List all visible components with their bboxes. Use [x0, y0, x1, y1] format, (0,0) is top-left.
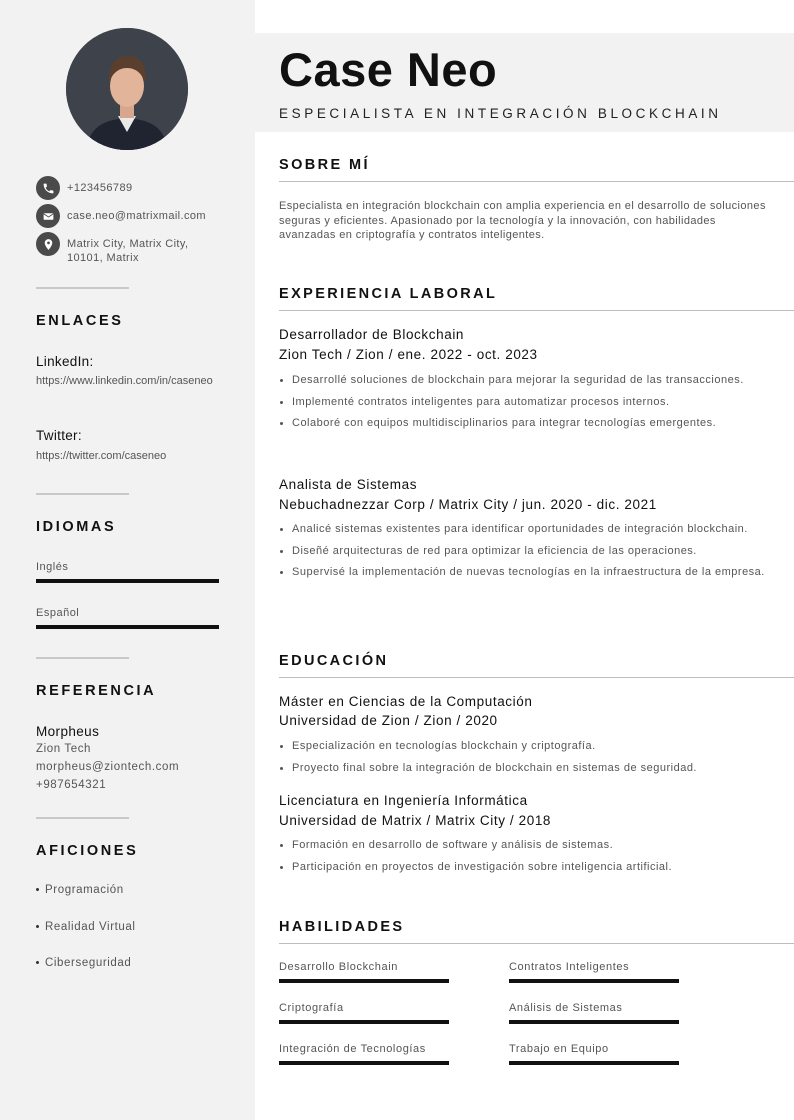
contact-address [36, 232, 226, 265]
reference-company: Zion Tech [36, 743, 92, 755]
hobbies-heading: AFICIONES [36, 843, 139, 859]
bullet-dot [36, 961, 39, 964]
profile-photo-illustration [66, 28, 188, 150]
language-name: Inglés [36, 561, 69, 573]
sidebar-divider [36, 817, 129, 819]
address-line-1: Matrix City, Matrix City, [67, 238, 189, 250]
skill-level-bar [279, 979, 449, 983]
main-content [255, 0, 794, 1120]
job-bullets [279, 373, 774, 438]
education-degree: Licenciatura en Ingeniería Informática [279, 793, 528, 808]
profile-photo [66, 28, 188, 150]
links-heading: ENLACES [36, 313, 124, 329]
language-level-bar [36, 579, 219, 583]
languages-heading: IDIOMAS [36, 519, 117, 535]
linkedin-label: LinkedIn: [36, 354, 94, 369]
reference-heading: REFERENCIA [36, 683, 157, 699]
job-meta: Zion Tech / Zion / ene. 2022 - oct. 2023 [279, 347, 538, 362]
bullet-dot [36, 888, 39, 891]
email-text: case.neo@matrixmail.com [67, 210, 206, 222]
bullet-item: Supervisé la implementación de nuevas tecnologías en la infraestructura de la empresa. [279, 565, 774, 580]
language-level-bar [36, 625, 219, 629]
phone-icon [36, 176, 60, 200]
hobby-label: Ciberseguridad [45, 957, 132, 969]
skill-level-bar [509, 1020, 679, 1024]
twitter-label: Twitter: [36, 428, 82, 443]
bullet-item: Implementé contratos inteligentes para automatizar procesos internos. [279, 395, 774, 410]
bullet-item: Analicé sistemas existentes para identificar oportunidades de integración blockchain. [279, 522, 774, 537]
about-text: Especialista en integración blockchain con amplia experiencia en el desarrollo de soluciones seguras y eficientes. Apasionado por la tecnología y la innovación, con habilidades avanzadas en criptografía y contratos inteligentes. [279, 200, 766, 241]
section-rule [279, 677, 794, 678]
hobby-item [36, 921, 136, 933]
section-rule [279, 181, 794, 182]
bullet-item: Especialización en tecnologías blockchain y criptografía. [279, 739, 774, 754]
reference-email: morpheus@ziontech.com [36, 761, 180, 773]
skill-level-bar [509, 1061, 679, 1065]
sidebar-divider [36, 657, 129, 659]
education-bullets [279, 838, 774, 881]
hobby-label: Realidad Virtual [45, 921, 136, 933]
bullet-dot [36, 925, 39, 928]
contact-phone [36, 176, 226, 200]
address-line-2: 10101, Matrix [67, 252, 139, 264]
sidebar [0, 0, 255, 1120]
job-bullets [279, 522, 774, 587]
education-meta: Universidad de Matrix / Matrix City / 2018 [279, 813, 552, 828]
sidebar-divider [36, 287, 129, 289]
skill-level-bar [279, 1061, 449, 1065]
education-bullets [279, 739, 774, 782]
skill-level-bar [279, 1020, 449, 1024]
location-pin-icon [36, 232, 60, 256]
skill-name: Análisis de Sistemas [509, 1002, 623, 1014]
education-heading: EDUCACIÓN [279, 653, 389, 669]
education-degree: Máster en Ciencias de la Computación [279, 694, 533, 709]
linkedin-url[interactable]: https://www.linkedin.com/in/caseneo [36, 375, 213, 387]
skill-name: Trabajo en Equipo [509, 1043, 609, 1055]
bullet-item: Proyecto final sobre la integración de blockchain en sistemas de seguridad. [279, 761, 774, 776]
skill-name: Integración de Tecnologías [279, 1043, 426, 1055]
hobby-item [36, 957, 131, 969]
bullet-item: Participación en proyectos de investigación sobre inteligencia artificial. [279, 860, 774, 875]
hobby-label: Programación [45, 884, 124, 896]
bullet-item: Desarrollé soluciones de blockchain para mejorar la seguridad de las transacciones. [279, 373, 774, 388]
education-meta: Universidad de Zion / Zion / 2020 [279, 713, 498, 728]
sidebar-divider [36, 493, 129, 495]
reference-phone: +987654321 [36, 779, 107, 791]
address-text [67, 232, 188, 265]
about-heading: SOBRE MÍ [279, 157, 370, 173]
experience-heading: EXPERIENCIA LABORAL [279, 286, 498, 302]
skill-name: Contratos Inteligentes [509, 961, 630, 973]
section-rule [279, 310, 794, 311]
skill-name: Desarrollo Blockchain [279, 961, 398, 973]
job-role: Analista de Sistemas [279, 477, 418, 492]
candidate-title: ESPECIALISTA EN INTEGRACIÓN BLOCKCHAIN [279, 106, 722, 121]
reference-name: Morpheus [36, 724, 100, 739]
candidate-name: Case Neo [279, 43, 498, 96]
job-role: Desarrollador de Blockchain [279, 327, 465, 342]
bullet-item: Formación en desarrollo de software y análisis de sistemas. [279, 838, 774, 853]
language-name: Español [36, 607, 80, 619]
email-icon [36, 204, 60, 228]
phone-text: +123456789 [67, 182, 133, 194]
contact-email [36, 204, 226, 228]
skill-level-bar [509, 979, 679, 983]
twitter-url[interactable]: https://twitter.com/caseneo [36, 450, 167, 462]
hobby-item [36, 884, 124, 896]
job-meta: Nebuchadnezzar Corp / Matrix City / jun. 2020 - dic. 2021 [279, 497, 657, 512]
bullet-item: Diseñé arquitecturas de red para optimizar la eficiencia de las operaciones. [279, 544, 774, 559]
skill-name: Criptografía [279, 1002, 344, 1014]
skills-heading: HABILIDADES [279, 919, 405, 935]
section-rule [279, 943, 794, 944]
bullet-item: Colaboré con equipos multidisciplinarios para integrar tecnologías emergentes. [279, 416, 774, 431]
